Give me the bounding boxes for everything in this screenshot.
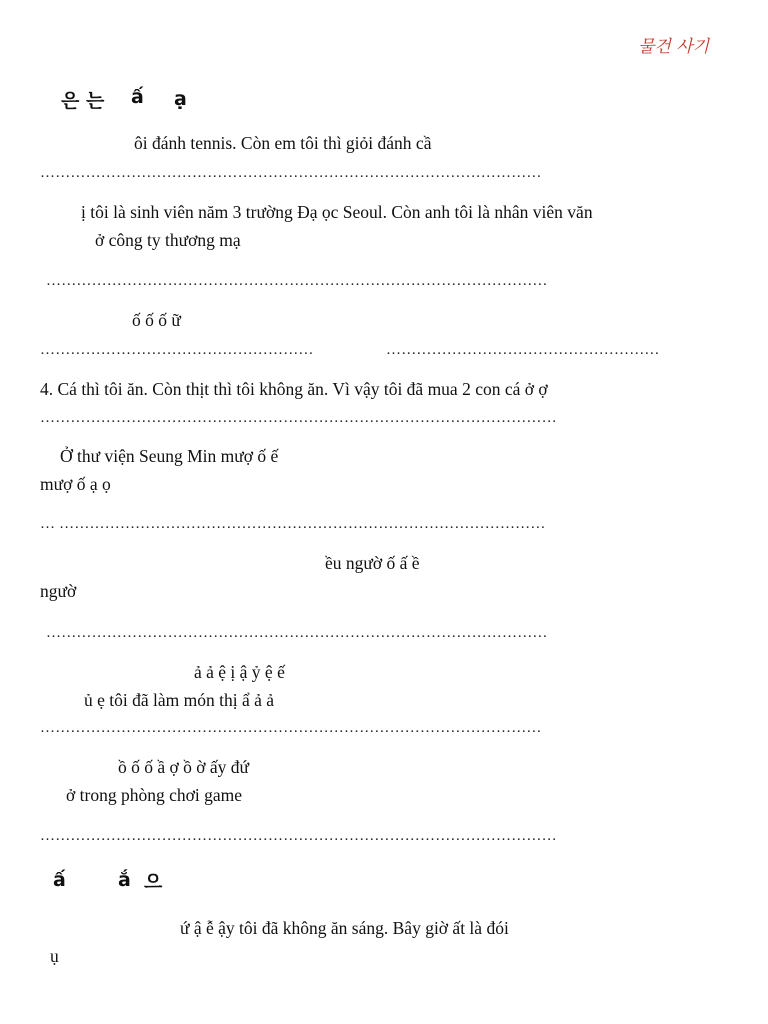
answer-line-6: ………………………………………………………………………………………: [46, 625, 548, 641]
exercise-7-sentence: ả ả ệ ị ậ ỷ ệ ế: [194, 662, 285, 682]
exercise-1-sentence: ôi đánh tennis. Còn em tôi thì giỏi đánh cầ: [134, 133, 432, 153]
exercise-2-sentence-cont: ở công ty thương mạ: [95, 230, 241, 250]
exercise-4-sentence: 4. Cá thì tôi ăn. Còn thịt thì tôi không ăn. Vì vậy tôi đã mua 2 con cá ở ợ: [40, 379, 548, 399]
section-heading-char: ấ: [131, 86, 144, 108]
exercise-5-sentence-cont: mượ ố ạ ọ: [40, 474, 111, 494]
exercise-9-sentence: ứ ậ ễ ậy tôi đã không ăn sáng. Bây giờ ất là đói: [180, 918, 509, 938]
section-heading-char: ấ: [53, 869, 66, 891]
section-heading-ko: 으: [144, 871, 163, 893]
section-heading-char: ắ: [118, 869, 131, 891]
exercise-9-sentence-cont: ụ: [50, 946, 59, 966]
answer-line-2: ………………………………………………………………………………………: [46, 273, 548, 289]
exercise-6-sentence-cont: ngườ: [40, 581, 77, 601]
exercise-2-sentence: ị tôi là sinh viên năm 3 trường Đạ ọc Seoul. Còn anh tôi là nhân viên văn: [81, 202, 593, 222]
exercise-8-sentence-cont: ở trong phòng chơi game: [66, 785, 242, 805]
answer-line-1: ………………………………………………………………………………………: [40, 165, 542, 181]
answer-line-5: … ……………………………………………………………………………………: [40, 516, 546, 532]
exercise-6-sentence: ều ngườ ố ấ ề: [325, 553, 420, 573]
answer-line-7: ………………………………………………………………………………………: [40, 720, 542, 736]
section-heading-char: ạ: [174, 88, 187, 110]
exercise-3-sentence: ố ố ố ữ: [132, 310, 181, 330]
exercise-5-sentence: Ở thư viện Seung Min mượ ố ế: [60, 446, 279, 466]
answer-line-3b: ………………………………………………: [386, 342, 660, 358]
exercise-7-sentence-cont: ủ ẹ tôi đã làm món thị ẩ ả ả: [84, 690, 275, 710]
section-heading-ko: 은 는: [61, 90, 105, 112]
answer-line-3a: ………………………………………………: [40, 342, 314, 358]
answer-line-4: …………………………………………………………………………………………: [40, 410, 557, 426]
page-header-title: 물건 사기: [638, 37, 710, 57]
answer-line-8: …………………………………………………………………………………………: [40, 828, 557, 844]
exercise-8-sentence: ồ ố ố ầ ợ ồ ờ ấy đứ: [118, 757, 250, 777]
